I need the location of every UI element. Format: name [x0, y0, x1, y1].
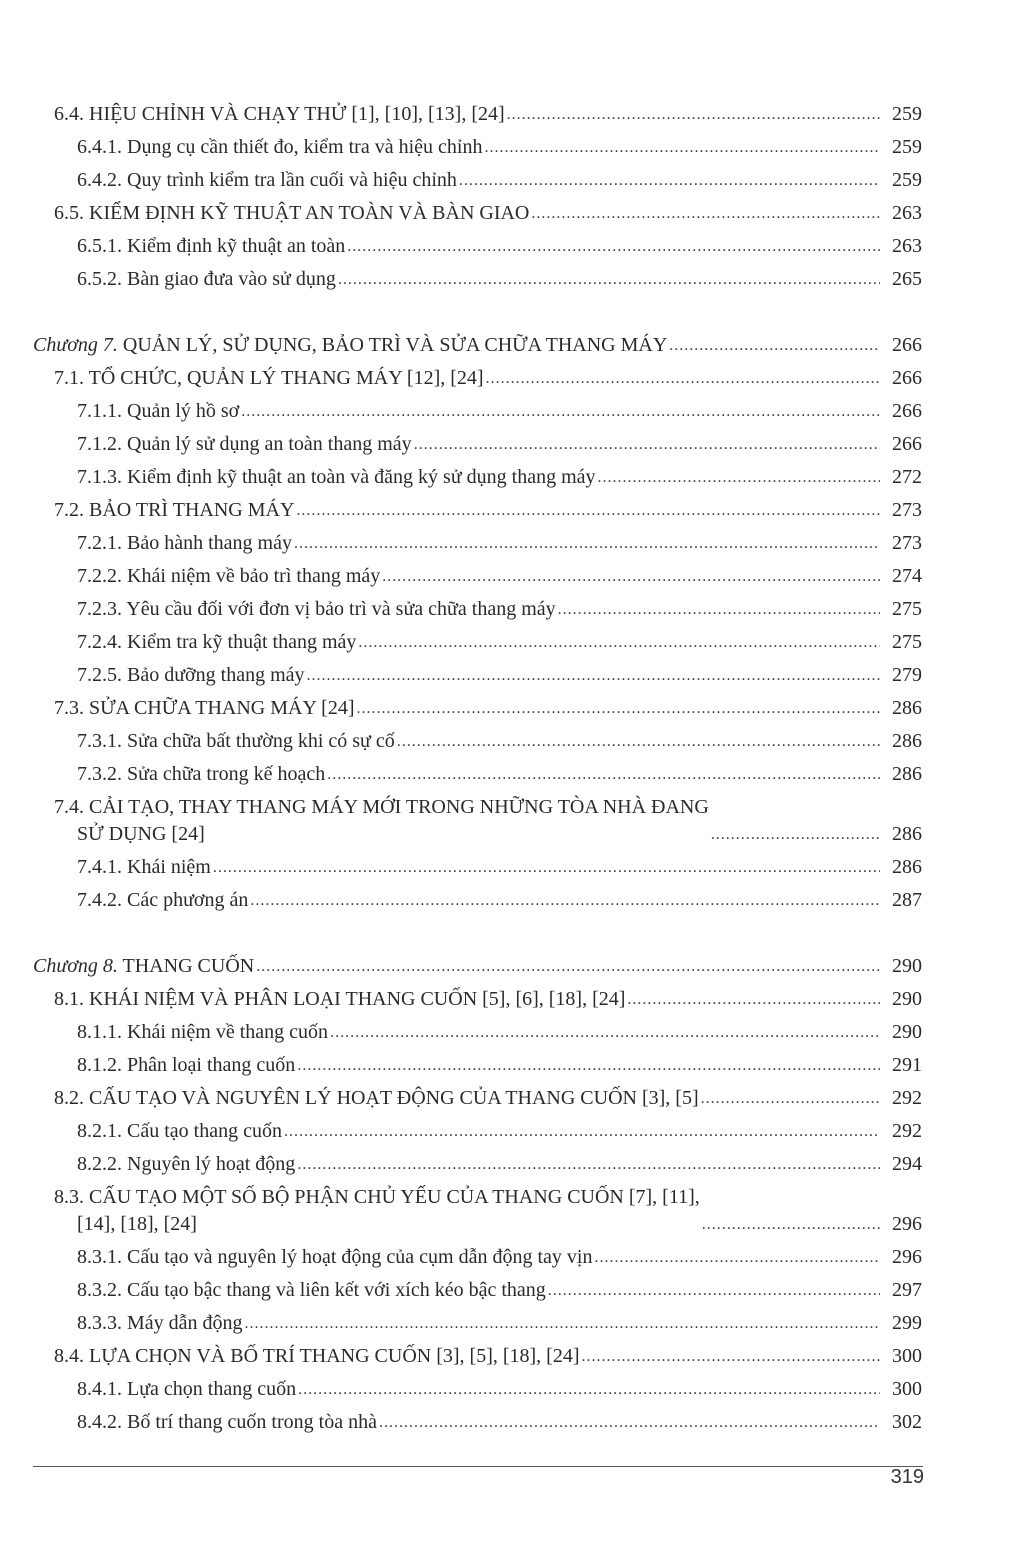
dot-leader — [330, 1019, 880, 1046]
toc-page-number: 294 — [892, 1153, 922, 1175]
toc-title-text: 6.5. KIỂM ĐỊNH KỸ THUẬT AN TOÀN VÀ BÀN GIAO — [54, 202, 530, 224]
toc-entry-title — [77, 134, 482, 161]
dot-leader — [297, 1151, 880, 1178]
toc-subsection — [0, 230, 1015, 263]
toc-page-number: 263 — [892, 202, 922, 224]
toc-title-text: 8.3. CẤU TẠO MỘT SỐ BỘ PHẬN CHỦ YẾU CỦA THANG CUỐN [7], [11], — [54, 1186, 700, 1208]
toc-entry-title — [33, 332, 667, 359]
toc-section — [0, 791, 1015, 851]
toc-title-line — [77, 631, 356, 653]
toc-entry-title — [54, 794, 709, 848]
toc-entry-title — [54, 365, 484, 392]
toc-title-text: 6.5.2. Bàn giao đưa vào sử dụng — [77, 268, 336, 290]
dot-leader — [284, 1118, 880, 1145]
toc-subsection — [0, 1307, 1015, 1340]
toc-section — [0, 1340, 1015, 1373]
toc-page-number: 273 — [892, 499, 922, 521]
dot-leader — [459, 167, 880, 194]
toc-page-number: 273 — [892, 532, 922, 554]
toc-subsection — [0, 1016, 1015, 1049]
toc-page-number: 300 — [892, 1345, 922, 1367]
spacer — [0, 296, 1015, 329]
toc-title-text: 8.3.2. Cấu tạo bậc thang và liên kết với xích kéo bậc thang — [77, 1279, 546, 1301]
toc-title-line — [77, 664, 305, 686]
toc-title-text: 6.4.2. Quy trình kiểm tra lần cuối và hiệu chỉnh — [77, 169, 457, 191]
dot-leader — [669, 332, 880, 359]
toc-title-line — [77, 1021, 328, 1043]
toc-title-text: QUẢN LÝ, SỬ DỤNG, BẢO TRÌ VÀ SỬA CHỮA THANG MÁY — [117, 334, 668, 356]
toc-title-line — [54, 1184, 700, 1211]
toc-subsection — [0, 851, 1015, 884]
toc-section — [0, 1181, 1015, 1241]
toc-entry-title — [77, 854, 211, 881]
toc-title-line — [77, 889, 248, 911]
toc-title-line — [54, 697, 355, 719]
dot-leader — [294, 530, 880, 557]
toc-title-line — [54, 202, 529, 224]
toc-entry-title — [54, 986, 625, 1013]
toc-title-text: 7.2.5. Bảo dưỡng thang máy — [77, 664, 305, 686]
toc-page-number: 286 — [892, 823, 922, 845]
toc-title-text: 7.1.1. Quản lý hồ sơ — [77, 400, 240, 422]
toc-entry-title — [77, 761, 325, 788]
toc-page-number: 290 — [892, 955, 922, 977]
toc-title-text: 7.3. SỬA CHỮA THANG MÁY [24] — [54, 697, 355, 719]
toc-subsection — [0, 1373, 1015, 1406]
toc-subsection — [0, 164, 1015, 197]
dot-leader — [213, 854, 880, 881]
toc-title-continuation: [14], [18], [24] — [77, 1213, 197, 1235]
dot-leader — [397, 728, 880, 755]
toc-subsection — [0, 659, 1015, 692]
dot-leader — [702, 1211, 880, 1238]
dot-leader — [484, 134, 880, 161]
toc-section — [0, 362, 1015, 395]
spacer — [0, 917, 1015, 950]
toc-page-number: 266 — [892, 334, 922, 356]
dot-leader — [245, 1310, 880, 1337]
toc-page-number: 275 — [892, 631, 922, 653]
toc-page-number: 286 — [892, 730, 922, 752]
toc-subsection — [0, 461, 1015, 494]
toc-title-line — [54, 794, 709, 821]
toc-subsection — [0, 1406, 1015, 1439]
toc-title-line — [54, 1345, 580, 1367]
toc-entry-title — [77, 1052, 295, 1079]
toc-title-text: 7.2.3. Yêu cầu đối với đơn vị bảo trì và sửa chữa thang máy — [77, 598, 556, 620]
toc-title-line — [33, 955, 254, 977]
toc-page-number: 292 — [892, 1120, 922, 1142]
toc-title-text: 7.1.3. Kiểm định kỹ thuật an toàn và đăng ký sử dụng thang máy — [77, 466, 596, 488]
toc-section — [0, 197, 1015, 230]
toc-title-text: 7.2.2. Khái niệm về bảo trì thang máy — [77, 565, 381, 587]
toc-entry-title — [77, 629, 356, 656]
toc-title-text: THANG CUỐN — [117, 955, 255, 977]
toc-page-number: 266 — [892, 367, 922, 389]
toc-title-line — [33, 334, 667, 356]
toc-title-line — [77, 763, 325, 785]
toc-section — [0, 692, 1015, 725]
toc-entry-title — [77, 1118, 282, 1145]
toc-title-line — [77, 1120, 282, 1142]
toc-title-line — [77, 1246, 592, 1268]
toc-page-number: 297 — [892, 1279, 922, 1301]
dot-leader — [558, 596, 880, 623]
toc-entry-title — [77, 1244, 592, 1271]
toc-page-number: 290 — [892, 988, 922, 1010]
page-number: 319 — [890, 1466, 924, 1488]
dot-leader — [594, 1244, 880, 1271]
toc-title-text: 8.2. CẤU TẠO VÀ NGUYÊN LÝ HOẠT ĐỘNG CỦA THANG CUỐN [3], [5] — [54, 1087, 699, 1109]
toc-title-line — [54, 103, 505, 125]
toc-entry-title — [77, 887, 248, 914]
toc-subsection — [0, 626, 1015, 659]
toc-page-number: 292 — [892, 1087, 922, 1109]
toc-entry-title — [54, 1085, 699, 1112]
toc-title-text: 8.4.1. Lựa chọn thang cuốn — [77, 1378, 297, 1400]
dot-leader — [548, 1277, 880, 1304]
chapter-label: Chương 8. — [33, 955, 118, 977]
toc-section — [0, 983, 1015, 1016]
toc-title-text: 8.2.2. Nguyên lý hoạt động — [77, 1153, 296, 1175]
toc-title-line — [54, 367, 484, 389]
toc-page-number: 291 — [892, 1054, 922, 1076]
toc-title-text: 7.3.1. Sửa chữa bất thường khi có sự cố — [77, 730, 395, 752]
toc-page-number: 259 — [892, 103, 922, 125]
toc-subsection — [0, 593, 1015, 626]
toc-title-text: 6.4. HIỆU CHỈNH VÀ CHẠY THỬ [1], [10], [13], [24] — [54, 103, 505, 125]
toc-page-number: 290 — [892, 1021, 922, 1043]
toc-subsection — [0, 1148, 1015, 1181]
toc-subsection — [0, 131, 1015, 164]
toc-title-line — [77, 856, 211, 878]
toc-subsection — [0, 1049, 1015, 1082]
toc-entry-title — [77, 1277, 546, 1304]
toc-page-number: 299 — [892, 1312, 922, 1334]
toc-entry-title — [54, 1184, 700, 1238]
toc-page-number: 259 — [892, 169, 922, 191]
toc-page-number: 266 — [892, 433, 922, 455]
toc-page-number: 286 — [892, 697, 922, 719]
dot-leader — [307, 662, 881, 689]
chapter-label: Chương 7. — [33, 334, 118, 356]
toc-title-line — [77, 532, 292, 554]
dot-leader — [507, 101, 880, 128]
toc-section — [0, 1082, 1015, 1115]
toc-subsection — [0, 395, 1015, 428]
toc-entry-title — [77, 662, 305, 689]
toc-page-number: 263 — [892, 235, 922, 257]
toc-entry-title — [77, 530, 292, 557]
toc-page-number: 296 — [892, 1213, 922, 1235]
toc-title-text: 7.2.4. Kiểm tra kỹ thuật thang máy — [77, 631, 357, 653]
toc-page-number: 296 — [892, 1246, 922, 1268]
toc-page-number: 300 — [892, 1378, 922, 1400]
toc-entry-title — [77, 596, 556, 623]
dot-leader — [297, 1052, 880, 1079]
toc-page-number: 286 — [892, 763, 922, 785]
toc-title-text: 8.1.1. Khái niệm về thang cuốn — [77, 1021, 329, 1043]
toc-title-line — [77, 565, 380, 587]
toc-entry-title — [54, 1343, 580, 1370]
toc-title-text: 6.5.1. Kiểm định kỹ thuật an toàn — [77, 235, 346, 257]
dot-leader — [486, 365, 880, 392]
toc-title-line — [77, 400, 239, 422]
toc-entry-title — [77, 167, 457, 194]
toc-entry-title — [77, 563, 380, 590]
toc-title-line — [77, 169, 457, 191]
toc-subsection — [0, 1115, 1015, 1148]
toc-subsection — [0, 263, 1015, 296]
toc-page-number: 259 — [892, 136, 922, 158]
toc-entry-title — [54, 101, 505, 128]
toc-subsection — [0, 884, 1015, 917]
toc-subsection — [0, 560, 1015, 593]
toc-title-text: 7.2.1. Bảo hành thang máy — [77, 532, 292, 554]
dot-leader — [358, 629, 880, 656]
dot-leader — [379, 1409, 880, 1436]
dot-leader — [627, 986, 880, 1013]
toc-title-line — [77, 1411, 377, 1433]
toc-title-text: 8.4. LỰA CHỌN VÀ BỐ TRÍ THANG CUỐN [3], [5], [18], [24] — [54, 1345, 580, 1367]
toc-title-text: 8.1.2. Phân loại thang cuốn — [77, 1054, 296, 1076]
toc-subsection — [0, 1241, 1015, 1274]
toc-subsection — [0, 1274, 1015, 1307]
toc-page-number: 286 — [892, 856, 922, 878]
toc-title-text: 8.4.2. Bố trí thang cuốn trong tòa nhà — [77, 1411, 377, 1433]
toc-entry-title — [77, 1310, 243, 1337]
toc-title-text: 8.1. KHÁI NIỆM VÀ PHÂN LOẠI THANG CUỐN [5], [6], [18], [24] — [54, 988, 626, 1010]
dot-leader — [298, 1376, 880, 1403]
toc-title-text: 8.2.1. Cấu tạo thang cuốn — [77, 1120, 282, 1142]
toc-entry-title — [77, 728, 395, 755]
toc-title-text: 6.4.1. Dụng cụ cần thiết đo, kiểm tra và hiệu chỉnh — [77, 136, 483, 158]
toc-title-text: 7.4.1. Khái niệm — [77, 856, 211, 878]
toc-page-number: 272 — [892, 466, 922, 488]
toc-title-line — [77, 433, 412, 455]
toc-title-line — [77, 1153, 295, 1175]
toc-title-line — [77, 466, 596, 488]
toc-title-continuation: SỬ DỤNG [24] — [77, 823, 205, 845]
toc-entry-title — [54, 695, 355, 722]
toc-section — [0, 494, 1015, 527]
toc-page-number: 287 — [892, 889, 922, 911]
toc-page-number: 302 — [892, 1411, 922, 1433]
toc-title-line — [54, 1087, 699, 1109]
toc-chapter — [0, 950, 1015, 983]
toc-title-line — [77, 1279, 546, 1301]
toc-entry-title — [54, 200, 529, 227]
toc-title-line — [77, 730, 395, 752]
toc-chapter — [0, 329, 1015, 362]
toc-subsection — [0, 428, 1015, 461]
toc-title-line — [54, 499, 294, 521]
dot-leader — [250, 887, 880, 914]
dot-leader — [711, 821, 880, 848]
toc-entry-title — [77, 266, 336, 293]
toc-title-text: 7.4.2. Các phương án — [77, 889, 249, 911]
dot-leader — [382, 563, 880, 590]
toc-subsection — [0, 725, 1015, 758]
toc-title-line — [77, 1378, 296, 1400]
toc-entry-title — [77, 398, 239, 425]
dot-leader — [357, 695, 881, 722]
toc-entry-title — [54, 497, 294, 524]
toc-title-line — [77, 235, 345, 257]
dot-leader — [347, 233, 880, 260]
toc-title-text: 8.3.1. Cấu tạo và nguyên lý hoạt động của cụm dẫn động tay vịn — [77, 1246, 593, 1268]
toc-page-number: 279 — [892, 664, 922, 686]
toc-entry-title — [77, 1409, 377, 1436]
toc-title-line — [77, 136, 482, 158]
toc-title-line — [77, 268, 336, 290]
toc-title-text: 7.1. TỔ CHỨC, QUẢN LÝ THANG MÁY [12], [24] — [54, 367, 484, 389]
toc-subsection — [0, 758, 1015, 791]
dot-leader — [296, 497, 880, 524]
dot-leader — [338, 266, 880, 293]
dot-leader — [327, 761, 880, 788]
toc-entry-title — [77, 431, 412, 458]
dot-leader — [241, 398, 880, 425]
toc-subsection — [0, 527, 1015, 560]
toc-page-number: 266 — [892, 400, 922, 422]
toc-title-text: 8.3.3. Máy dẫn động — [77, 1312, 243, 1334]
toc-section — [0, 98, 1015, 131]
dot-leader — [582, 1343, 881, 1370]
toc-page-number: 274 — [892, 565, 922, 587]
toc-title-text: 7.3.2. Sửa chữa trong kế hoạch — [77, 763, 326, 785]
toc-page-number: 265 — [892, 268, 922, 290]
toc-title-text: 7.4. CẢI TẠO, THAY THANG MÁY MỚI TRONG NHỮNG TÒA NHÀ ĐANG — [54, 796, 709, 818]
toc-title-line — [77, 598, 556, 620]
toc-entry-title — [77, 1151, 295, 1178]
toc-page-number: 275 — [892, 598, 922, 620]
toc-title-line — [77, 1054, 295, 1076]
dot-leader — [256, 953, 880, 980]
dot-leader — [598, 464, 880, 491]
footer-divider — [33, 1466, 923, 1467]
toc-entry-title — [77, 233, 345, 260]
toc-title-line — [77, 1312, 243, 1334]
table-of-contents — [0, 98, 1015, 1439]
toc-entry-title — [77, 1019, 328, 1046]
dot-leader — [414, 431, 880, 458]
toc-entry-title — [33, 953, 254, 980]
toc-title-line — [54, 988, 625, 1010]
toc-title-text: 7.1.2. Quản lý sử dụng an toàn thang máy — [77, 433, 412, 455]
dot-leader — [531, 200, 880, 227]
toc-title-text: 7.2. BẢO TRÌ THANG MÁY — [54, 499, 295, 521]
toc-entry-title — [77, 1376, 296, 1403]
toc-entry-title — [77, 464, 596, 491]
dot-leader — [701, 1085, 880, 1112]
